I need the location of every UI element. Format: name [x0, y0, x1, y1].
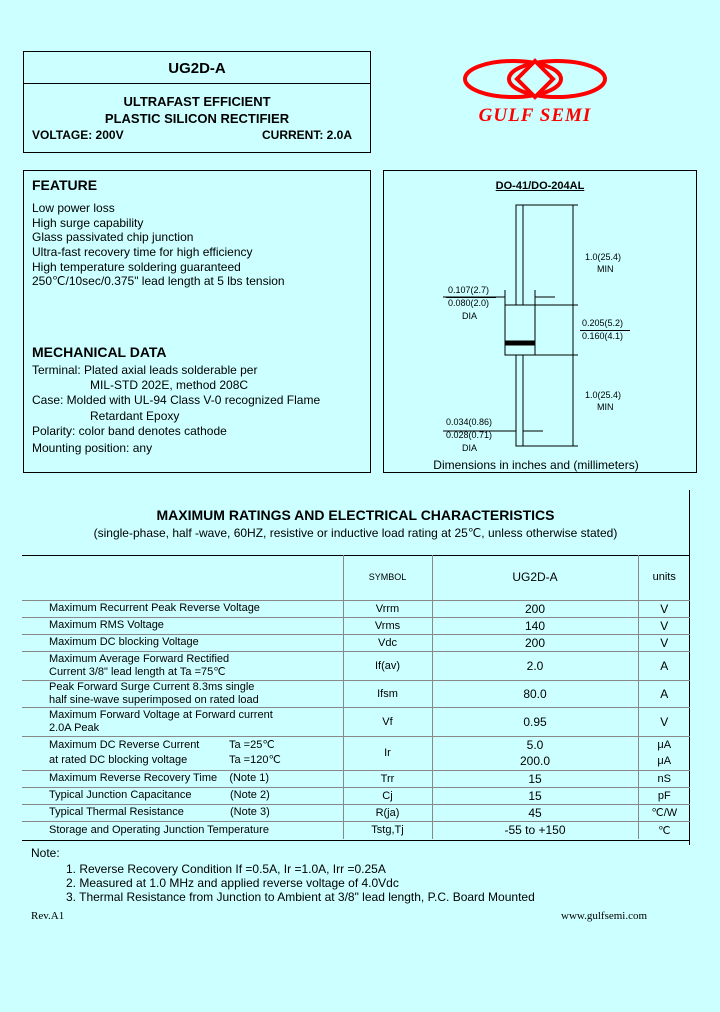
feature-item: Glass passivated chip junction [32, 230, 194, 244]
row-unit: pF [638, 787, 690, 804]
header-units: units [638, 555, 690, 600]
row-value: 80.0 [432, 680, 638, 707]
row-value-line1: 5.0 [526, 738, 544, 752]
row-condition: Ta =25℃ [229, 739, 275, 751]
row-value: -55 to +150 [432, 821, 638, 839]
row-name [22, 707, 343, 736]
mechanical-line: Mounting position: any [32, 441, 153, 455]
row-name: Maximum DC blocking Voltage [22, 634, 343, 651]
row-unit [638, 736, 690, 770]
table-row [22, 736, 690, 770]
feature-item: High surge capability [32, 216, 144, 230]
mechanical-line: Terminal: Plated axial leads solderable per [32, 363, 258, 377]
row-name: Storage and Operating Junction Temperature [22, 821, 343, 839]
body-dia-max: 0.107(2.7) [448, 285, 490, 295]
table-row [22, 651, 690, 680]
row-name-line2: half sine-wave superimposed on rated load [49, 693, 259, 706]
row-name [22, 736, 343, 770]
row-name [22, 804, 343, 821]
row-symbol: R(ja) [343, 804, 432, 821]
row-unit: V [638, 617, 690, 634]
ratings-heading: MAXIMUM RATINGS AND ELECTRICAL CHARACTERISTICS [156, 507, 555, 523]
body-dia-min: 0.080(2.0) [448, 298, 490, 308]
notes-heading: Note: [31, 846, 60, 860]
row-unit-line2: μA [657, 755, 672, 767]
table-row [22, 787, 690, 804]
feature-item: Ultra-fast recovery time for high efficiency [32, 245, 253, 259]
mechanical-heading: MECHANICAL DATA [32, 344, 167, 360]
feature-item: High temperature soldering guaranteed [32, 260, 241, 274]
row-name: Maximum RMS Voltage [22, 617, 343, 634]
row-name-text: Typical Thermal Resistance [49, 806, 184, 818]
table-row [22, 600, 690, 617]
row-name-text: Typical Junction Capacitance [49, 789, 192, 801]
ratings-bottom-line [22, 840, 690, 841]
row-name-text: Maximum DC Reverse Current [49, 739, 200, 751]
header-part: UG2D-A [432, 555, 638, 600]
row-name [22, 680, 343, 707]
revision: Rev.A1 [31, 910, 65, 922]
lead-top-dim: 1.0(25.4) [585, 252, 622, 262]
row-name [22, 770, 343, 787]
row-value: 200 [432, 634, 638, 651]
table-header-row [22, 555, 690, 600]
website: www.gulfsemi.com [561, 910, 648, 922]
row-name-line1: Maximum Forward Voltage at Forward current [49, 708, 273, 721]
row-symbol: Ir [343, 736, 432, 770]
row-name-text: at rated DC blocking voltage [49, 754, 188, 766]
lead-top-min: MIN [597, 264, 614, 274]
row-symbol: Ifsm [343, 680, 432, 707]
row-unit: nS [638, 770, 690, 787]
row-symbol: If(av) [343, 651, 432, 680]
title-divider [23, 83, 371, 84]
table-row [22, 804, 690, 821]
mechanical-line: Polarity: color band denotes cathode [32, 424, 227, 438]
mechanical-line: Retardant Epoxy [90, 409, 180, 423]
lead-bottom-dim: 1.0(25.4) [585, 390, 622, 400]
row-name-line1 [49, 738, 343, 753]
header-param [22, 555, 343, 600]
title-line-2: PLASTIC SILICON RECTIFIER [104, 111, 290, 126]
row-value-line2: 200.0 [519, 754, 551, 768]
row-symbol: Cj [343, 787, 432, 804]
row-value [432, 736, 638, 770]
body-dia-label: DIA [462, 311, 478, 321]
lead-dia-label: DIA [462, 443, 478, 453]
gulf-semi-logo [455, 55, 615, 130]
table-row [22, 680, 690, 707]
package-drawing [383, 195, 697, 455]
row-name-line2 [49, 753, 343, 768]
body-len-min: 0.160(4.1) [582, 331, 624, 341]
row-unit: A [638, 680, 690, 707]
ratings-subheading: (single-phase, half -wave, 60HZ, resistive or inductive load rating at 25℃, unless otherwise stated) [93, 526, 618, 540]
row-value: 200 [432, 600, 638, 617]
feature-item: Low power loss [32, 201, 115, 215]
part-number: UG2D-A [168, 60, 226, 77]
table-row [22, 707, 690, 736]
row-name [22, 787, 343, 804]
row-symbol: Vrms [343, 617, 432, 634]
logo-text: GULF SEMI [478, 105, 592, 126]
header-symbol: SYMBOL [343, 555, 432, 600]
mechanical-line: MIL-STD 202E, method 208C [90, 378, 249, 392]
row-name [22, 651, 343, 680]
note-item: 3. Thermal Resistance from Junction to Ambient at 3/8" lead length, P.C. Board Mounted [66, 890, 535, 904]
row-value: 45 [432, 804, 638, 821]
title-line-1: ULTRAFAST EFFICIENT [123, 94, 271, 109]
body-len-max: 0.205(5.2) [582, 318, 624, 328]
table-row [22, 634, 690, 651]
row-value: 0.95 [432, 707, 638, 736]
row-symbol: Vf [343, 707, 432, 736]
lead-dia-min: 0.028(0.71) [446, 430, 493, 440]
table-row [22, 617, 690, 634]
row-condition: (Note 1) [229, 772, 270, 784]
lead-dia-max: 0.034(0.86) [446, 417, 493, 427]
logo-mark-icon [455, 55, 615, 105]
ratings-table [22, 555, 690, 839]
row-condition: (Note 2) [230, 789, 270, 801]
note-item: 1. Reverse Recovery Condition If =0.5A, Ir =1.0A, Irr =0.25A [66, 862, 386, 876]
row-unit: V [638, 707, 690, 736]
row-unit: ℃/W [638, 804, 690, 821]
row-unit: ℃ [638, 821, 690, 839]
row-condition: Ta =120℃ [229, 754, 281, 766]
voltage-rating: VOLTAGE: 200V [32, 128, 124, 142]
row-value: 15 [432, 787, 638, 804]
row-name-line2: Current 3/8" lead length at Ta =75℃ [49, 665, 226, 678]
row-symbol: Tstg,Tj [343, 821, 432, 839]
row-value: 15 [432, 770, 638, 787]
row-name-line1: Peak Forward Surge Current 8.3ms single [49, 680, 255, 693]
table-row [22, 821, 690, 839]
row-unit-line1: μA [657, 739, 672, 751]
row-value: 2.0 [432, 651, 638, 680]
row-name-text: Maximum Reverse Recovery Time [49, 772, 218, 784]
mechanical-line: Case: Molded with UL-94 Class V-0 recognized Flame [32, 393, 321, 407]
feature-item: 250℃/10sec/0.375" lead length at 5 lbs tension [32, 274, 285, 288]
row-symbol: Trr [343, 770, 432, 787]
package-name: DO-41/DO-204AL [495, 180, 585, 192]
row-unit: V [638, 600, 690, 617]
diagram-caption: Dimensions in inches and (millimeters) [433, 458, 639, 472]
row-condition: (Note 3) [230, 806, 270, 818]
row-name-line2: 2.0A Peak [49, 721, 100, 734]
row-value: 140 [432, 617, 638, 634]
note-item: 2. Measured at 1.0 MHz and applied reverse voltage of 4.0Vdc [66, 876, 399, 890]
row-unit: V [638, 634, 690, 651]
row-unit: A [638, 651, 690, 680]
current-rating: CURRENT: 2.0A [262, 128, 353, 142]
lead-bottom-min: MIN [597, 402, 614, 412]
table-row [22, 770, 690, 787]
diode-outline [443, 205, 578, 446]
row-symbol: Vdc [343, 634, 432, 651]
row-name: Maximum Recurrent Peak Reverse Voltage [22, 600, 343, 617]
feature-heading: FEATURE [32, 177, 98, 193]
row-name-line1: Maximum Average Forward Rectified [49, 652, 230, 665]
row-symbol: Vrrm [343, 600, 432, 617]
